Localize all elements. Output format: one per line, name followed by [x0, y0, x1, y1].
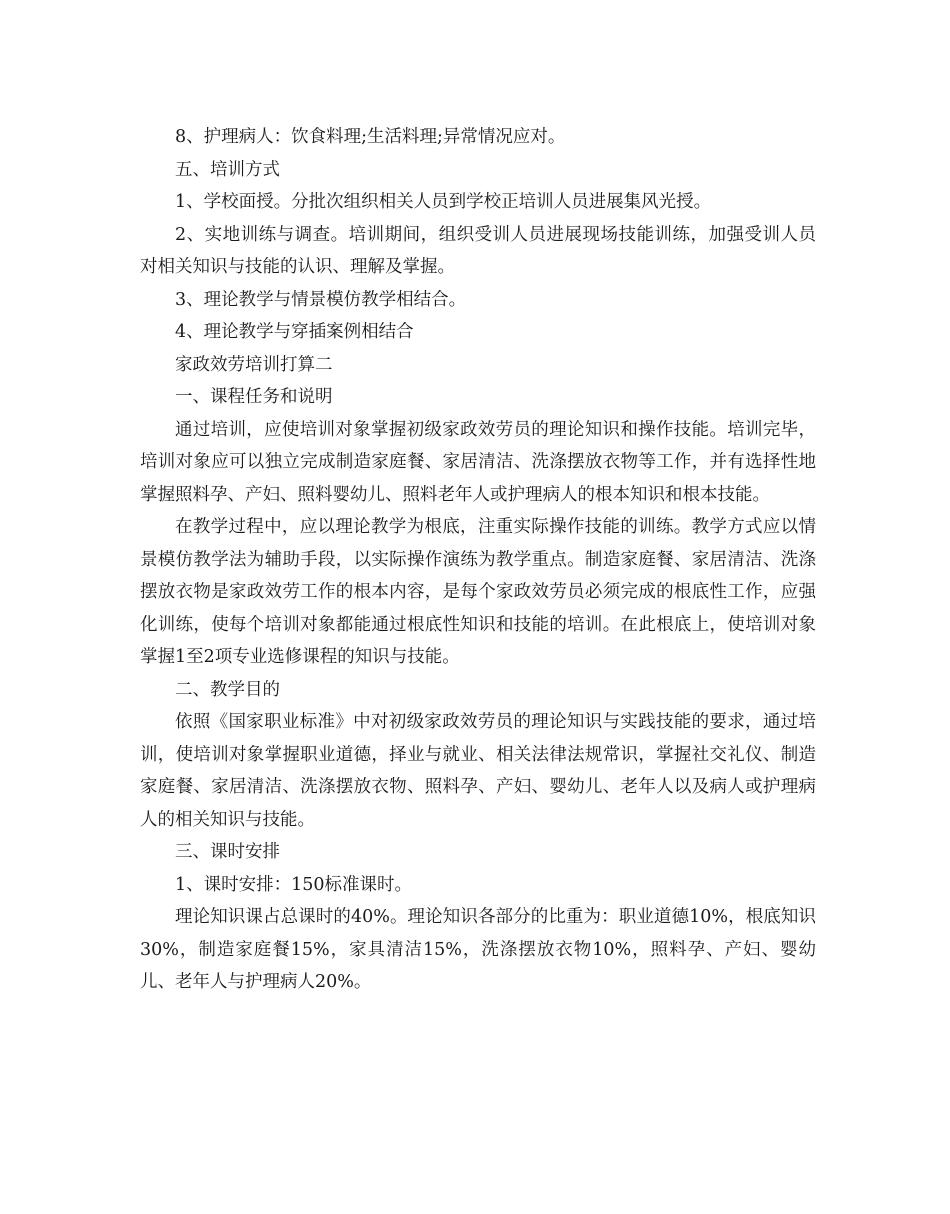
section-heading-course-tasks: 一、课程任务和说明: [175, 387, 333, 407]
list-item-nursing: 8、护理病人：饮食料理;生活料理;异常情况应对。: [175, 127, 566, 147]
paragraph-training-goal: 通过培训，应使培训对象掌握初级家政效劳员的理论知识和操作技能。培训完毕，培训对象应可以独立完成制造家庭餐、家居清洁、洗涤摆放衣物等工作，并有选择性地掌握照料孕、产妇、照料婴幼儿、照料老年人或护理病人的根本知识和根本技能。: [140, 419, 816, 505]
list-item-field-training: 2、实地训练与调查。培训期间，组织受训人员进展现场技能训练，加强受训人员对相关知识与技能的认识、理解及掌握。: [140, 224, 816, 277]
section-heading-teaching-purpose: 二、教学目的: [175, 679, 280, 700]
list-item-class-hours: 1、课时安排：150标准课时。: [175, 874, 413, 895]
document-body: [140, 121, 816, 999]
paragraph-teaching-process: 在教学过程中，应以理论教学为根底，注重实际操作技能的训练。教学方式应以情景模仿教学法为辅助手段，以实际操作演练为教学重点。制造家庭餐、家居清洁、洗涤摆放衣物是家政效劳工作的根本内容，是每个家政效劳员必须完成的根底性工作，应强化训练，使每个培训对象都能通过根底性知识和技能的培训。在此根底上，使培训对象掌握1至2项专业选修课程的知识与技能。: [140, 517, 816, 667]
list-item-theory-simulation: 3、理论教学与情景模仿教学相结合。: [175, 289, 467, 310]
list-item-school-teaching: 1、学校面授。分批次组织相关人员到学校正培训人员进展集风光授。: [175, 192, 712, 212]
paragraph-national-standard: 依照《国家职业标准》中对初级家政效劳员的理论知识与实践技能的要求，通过培训，使培训对象掌握职业道德，择业与就业、相关法律法规常识，掌握社交礼仪、制造家庭餐、家居清洁、洗涤摆放衣物、照料孕、产妇、婴幼儿、老年人以及病人或护理病人的相关知识与技能。: [140, 712, 816, 830]
list-item-theory-cases: 4、理论教学与穿插案例相结合: [175, 322, 414, 342]
plan-title-two: 家政效劳培训打算二: [175, 354, 333, 375]
section-heading-training-methods: 五、培训方式: [175, 159, 280, 180]
paragraph-theory-proportion: 理论知识课占总课时的40%。理论知识各部分的比重为：职业道德10%，根底知识30%，制造家庭餐15%，家具清洁15%，洗涤摆放衣物10%，照料孕、产妇、婴幼儿、老年人与护理病人20%。: [140, 907, 816, 992]
section-heading-class-hours: 三、课时安排: [175, 842, 280, 862]
